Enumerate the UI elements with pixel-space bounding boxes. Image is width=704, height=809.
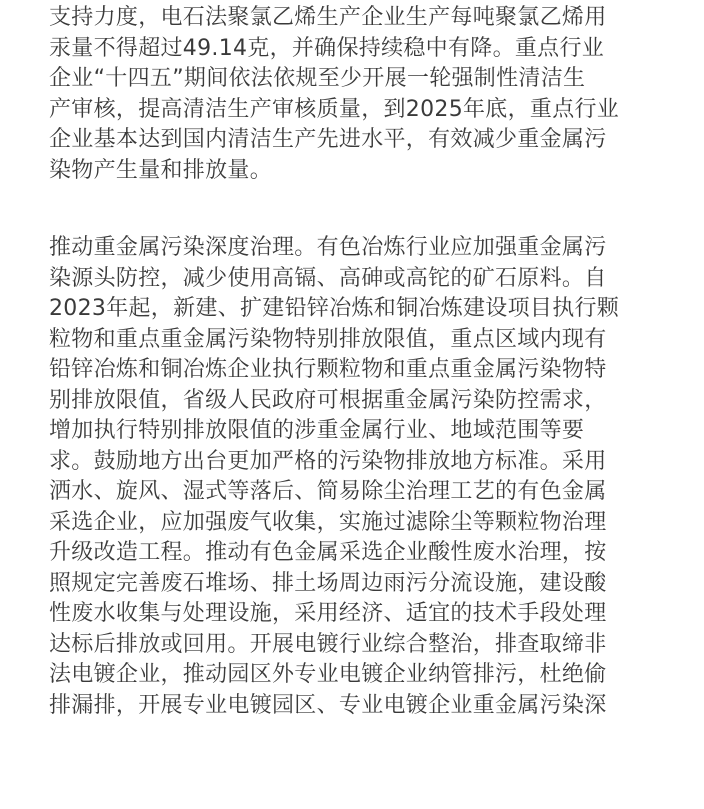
text-line: 铅锌冶炼和铜冶炼企业执行颗粒物和重点重金属污染物特 bbox=[49, 357, 607, 382]
text-line: 达标后排放或回用。开展电镀行业综合整治，排查取缔非 bbox=[49, 631, 607, 657]
text-line: 升级改造工程。推动有色金属采选企业酸性废水治理，按 bbox=[49, 540, 607, 565]
text-line: 汞量不得超过49.14克，并确保持续稳中有降。重点行业 bbox=[49, 35, 605, 61]
text-line: 2023年起，新建、扩建铅锌冶炼和铜冶炼建设项目执行颗 bbox=[49, 296, 620, 321]
text-line: 染源头防控，减少使用高镉、高砷或高铊的矿石原料。自 bbox=[49, 265, 607, 291]
text-line: 产审核，提高清洁生产审核质量，到2025年底，重点行业 bbox=[49, 96, 620, 122]
text-line: 支持力度，电石法聚氯乙烯生产企业生产每吨聚氯乙烯用 bbox=[49, 5, 607, 30]
text-line: 增加执行特别排放限值的涉重金属行业、地域范围等要 bbox=[49, 418, 585, 443]
text-line: 别排放限值，省级人民政府可根据重金属污染防控需求， bbox=[49, 387, 607, 413]
text-line: 企业基本达到国内清洁生产先进水平，有效减少重金属污 bbox=[49, 127, 607, 152]
paragraph-mercury-clean-production bbox=[0, 3, 649, 186]
text-line: 染物产生量和排放量。 bbox=[49, 157, 273, 183]
text-line: 求。鼓励地方出台更加严格的污染物排放地方标准。采用 bbox=[49, 448, 607, 474]
text-line: 性废水收集与处理设施，采用经济、适宜的技术手段处理 bbox=[49, 601, 607, 626]
text-line: 洒水、旋风、湿式等落后、简易除尘治理工艺的有色金属 bbox=[49, 479, 607, 504]
text-line: 采选企业，应加强废气收集，实施过滤除尘等颗粒物治理 bbox=[49, 509, 607, 535]
text-line: 粒物和重点重金属污染物特别排放限值，重点区域内现有 bbox=[49, 326, 607, 352]
text-line: 企业“十四五”期间依法依规至少开展一轮强制性清洁生 bbox=[49, 66, 586, 91]
text-line: 法电镀企业，推动园区外专业电镀企业纳管排污，杜绝偷 bbox=[49, 662, 607, 687]
paragraph-heavy-metal-treatment bbox=[0, 233, 649, 721]
text-line: 排漏排，开展专业电镀园区、专业电镀企业重金属污染深 bbox=[49, 692, 607, 718]
text-line: 照规定完善废石堆场、排土场周边雨污分流设施，建设酸 bbox=[49, 570, 607, 596]
text-line: 推动重金属污染深度治理。有色冶炼行业应加强重金属污 bbox=[49, 235, 607, 260]
